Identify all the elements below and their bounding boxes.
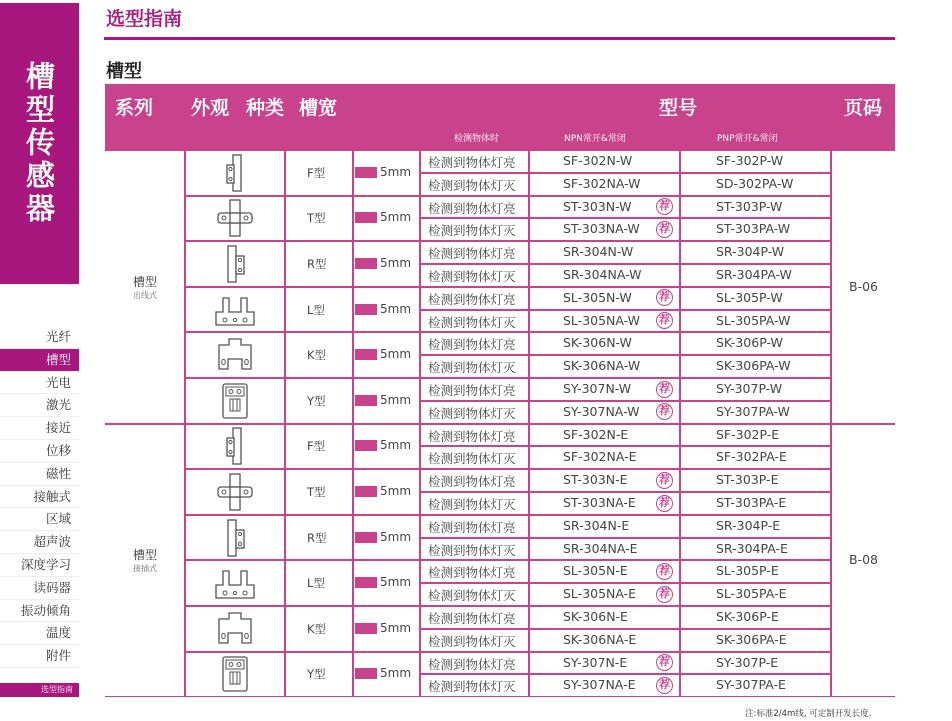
detect-mode: 检测到物体灯灭 (428, 679, 516, 695)
sidebar-item[interactable]: 读码器 (0, 577, 79, 600)
detect-mode: 检测到物体灯灭 (428, 269, 516, 284)
header-width: 槽宽 (299, 97, 338, 119)
type-label: F型 (307, 439, 326, 454)
detect-mode: 检测到物体灯灭 (428, 497, 516, 512)
look-cell (185, 606, 285, 652)
recommended-icon: 荐 (656, 221, 673, 238)
pnp-model: SR-304PA-W (716, 267, 792, 282)
detect-mode: 检测到物体灯灭 (428, 314, 516, 330)
type-label: T型 (307, 485, 326, 499)
recommended-icon: 荐 (656, 563, 673, 580)
recommended-icon: 荐 (656, 677, 673, 694)
sidebar-item[interactable]: 接触式 (0, 486, 79, 509)
npn-model: SY-307NA-E (563, 677, 636, 693)
sidebar-item[interactable]: 光电 (0, 372, 79, 395)
type-label: R型 (307, 257, 327, 271)
detect-mode: 检测到物体灯灭 (428, 177, 516, 193)
detect-mode: 检测到物体灯亮 (428, 474, 516, 490)
l-type-sensor-icon (186, 288, 284, 332)
look-cell (185, 424, 285, 470)
pnp-model: ST-303P-W (716, 198, 783, 214)
t-type-sensor-icon (186, 470, 284, 514)
npn-model: ST-303N-W (563, 198, 632, 214)
section-title: 槽型 (106, 61, 142, 82)
width-swatch (355, 212, 377, 223)
npn-model: ST-303NA-W (563, 221, 640, 237)
type-label: L型 (307, 576, 325, 591)
type-label: Y型 (307, 667, 326, 682)
sidebar-item[interactable]: 磁性 (0, 463, 79, 486)
width-swatch (355, 440, 377, 451)
detect-mode: 检测到物体灯灭 (428, 588, 516, 604)
look-cell (185, 515, 285, 561)
pnp-model: SY-307P-W (716, 381, 783, 396)
npn-model: SL-305NA-E (563, 586, 637, 602)
width-swatch (355, 623, 377, 634)
header-type: 种类 (246, 97, 285, 119)
pnp-model: SL-305PA-W (716, 312, 791, 328)
pnp-model: SK-306PA-W (716, 358, 791, 374)
f-type-sensor-icon (186, 151, 284, 195)
npn-model: ST-303NA-E (563, 495, 636, 510)
pnp-model: SL-305P-W (716, 289, 783, 305)
sidebar-item[interactable]: 区域 (0, 508, 79, 531)
l-type-sensor-icon (186, 561, 284, 605)
pnp-model: SR-304P-W (716, 244, 785, 260)
recommended-icon: 荐 (656, 495, 673, 512)
detect-mode: 检测到物体灯亮 (428, 611, 516, 626)
width-label: 5mm (380, 164, 412, 179)
width-label: 5mm (380, 666, 412, 681)
sidebar-footer[interactable]: 选型指南 (0, 683, 79, 697)
subheader-pnp: PNP常开&常闭 (717, 134, 778, 144)
width-swatch (355, 668, 377, 679)
t-type-sensor-icon (186, 197, 284, 241)
detect-mode: 检测到物体灯灭 (428, 405, 516, 421)
pnp-model: ST-303P-E (716, 472, 779, 488)
pnp-model: ST-303PA-E (716, 495, 787, 510)
sidebar-item[interactable]: 光纤 (0, 326, 79, 349)
width-label: 5mm (380, 210, 412, 225)
page-number: B-06 (849, 278, 878, 294)
pnp-model: SL-305PA-E (716, 586, 787, 602)
pnp-model: SY-307P-E (716, 654, 779, 670)
width-label: 5mm (380, 575, 412, 590)
detect-mode: 检测到物体灯亮 (428, 565, 516, 581)
pnp-model: SR-304PA-E (716, 540, 788, 556)
sidebar-item[interactable]: 位移 (0, 440, 79, 463)
pnp-model: SF-302PA-E (716, 449, 787, 465)
header-model: 型号 (659, 97, 698, 119)
table-subheader (105, 124, 895, 150)
look-cell (185, 378, 285, 424)
detect-mode: 检测到物体灯灭 (428, 360, 516, 376)
recommended-icon: 荐 (656, 403, 673, 420)
detect-mode: 检测到物体灯灭 (428, 633, 516, 649)
y-type-sensor-icon (186, 379, 284, 423)
npn-model: ST-303N-E (563, 472, 628, 488)
npn-model: SY-307N-W (563, 381, 632, 396)
look-cell (185, 241, 285, 287)
k-type-sensor-icon (186, 607, 284, 651)
subheader-detect: 检测物体时 (454, 134, 500, 144)
width-swatch (355, 167, 377, 178)
npn-model: SR-304N-W (563, 244, 634, 260)
detect-mode: 检测到物体灯灭 (428, 451, 516, 467)
pnp-model: SK-306PA-E (716, 631, 787, 647)
width-label: 5mm (380, 484, 412, 498)
look-cell (185, 469, 285, 515)
sidebar-banner (0, 3, 79, 284)
recommended-icon: 荐 (656, 289, 673, 306)
look-cell (185, 560, 285, 606)
r-type-sensor-icon (186, 242, 284, 286)
width-label: 5mm (380, 438, 412, 453)
selection-table (105, 150, 895, 697)
look-cell (185, 196, 285, 242)
type-label: F型 (307, 165, 326, 180)
type-label: R型 (307, 530, 327, 545)
recommended-icon: 荐 (656, 312, 673, 329)
header-series: 系列 (115, 97, 154, 119)
pnp-model: SD-302PA-W (716, 175, 794, 191)
pnp-model: SF-302P-W (716, 153, 784, 168)
detect-mode: 检测到物体灯亮 (428, 155, 516, 170)
series-name: 槽型 (132, 274, 157, 289)
recommended-icon: 荐 (656, 472, 673, 489)
sidebar-item[interactable]: 槽型 (0, 349, 79, 372)
npn-model: SR-304NA-E (563, 540, 638, 556)
type-label: K型 (307, 621, 327, 636)
sidebar-item[interactable]: 超声波 (0, 531, 79, 554)
header-divider (104, 37, 895, 40)
npn-model: SL-305N-W (563, 289, 632, 305)
npn-model: SK-306N-W (563, 335, 632, 351)
sidebar-item[interactable]: 深度学习 (0, 554, 79, 577)
npn-model: SL-305N-E (563, 563, 628, 579)
k-type-sensor-icon (186, 333, 284, 377)
pnp-model: ST-303PA-W (716, 221, 791, 237)
width-label: 5mm (380, 256, 412, 270)
width-swatch (355, 532, 377, 543)
pnp-model: SL-305P-E (716, 563, 779, 579)
type-label: Y型 (307, 393, 326, 408)
detect-mode: 检测到物体灯亮 (428, 656, 516, 672)
width-swatch (355, 304, 377, 315)
recommended-icon: 荐 (656, 381, 673, 398)
npn-model: SK-306N-E (563, 609, 628, 624)
sidebar-nav (0, 326, 79, 668)
width-swatch (355, 395, 377, 406)
npn-model: SF-302N-E (563, 426, 629, 442)
npn-model: SK-306NA-E (563, 631, 637, 647)
page-number: B-08 (849, 552, 878, 568)
detect-mode: 检测到物体灯灭 (428, 223, 516, 239)
series-subname: 接插式 (133, 564, 157, 574)
width-swatch (355, 486, 377, 497)
width-label: 5mm (380, 529, 412, 544)
header-page: 页码 (844, 97, 883, 119)
look-cell (185, 652, 285, 698)
pnp-model: SY-307PA-W (716, 403, 790, 419)
detect-mode: 检测到物体灯亮 (428, 246, 516, 262)
page-title: 选型指南 (106, 8, 183, 30)
width-label: 5mm (380, 620, 412, 635)
detect-mode: 检测到物体灯亮 (428, 519, 516, 535)
footnote: 注:标准2/4m线, 可定制开发长度. (745, 709, 872, 719)
npn-model: SR-304N-E (563, 517, 630, 533)
f-type-sensor-icon (186, 425, 284, 469)
pnp-model: SY-307PA-E (716, 677, 786, 693)
detect-mode: 检测到物体灯亮 (428, 428, 516, 444)
look-cell (185, 150, 285, 196)
recommended-icon: 荐 (656, 198, 673, 215)
recommended-icon: 荐 (656, 654, 673, 671)
y-type-sensor-icon (186, 653, 284, 697)
series-name: 槽型 (132, 548, 157, 563)
pnp-model: SF-302P-E (716, 426, 780, 442)
recommended-icon: 荐 (656, 586, 673, 603)
pnp-model: SK-306P-W (716, 335, 783, 351)
sidebar-banner-title: 槽型传感器 (22, 61, 56, 226)
npn-model: SR-304NA-W (563, 267, 642, 282)
pnp-model: SK-306P-E (716, 609, 779, 624)
width-swatch (355, 349, 377, 360)
sidebar-item[interactable]: 温度 (0, 622, 79, 645)
width-swatch (355, 577, 377, 588)
type-label: K型 (307, 348, 327, 363)
width-label: 5mm (380, 301, 412, 316)
look-cell (185, 332, 285, 378)
npn-model: SF-302N-W (563, 153, 633, 168)
npn-model: SF-302NA-W (563, 175, 641, 191)
r-type-sensor-icon (186, 516, 284, 560)
subheader-npn: NPN常开&常闭 (564, 134, 626, 144)
npn-model: SY-307N-E (563, 654, 628, 670)
series-subname: 出线式 (133, 290, 157, 300)
sidebar-item[interactable]: 附件 (0, 645, 79, 668)
npn-model: SL-305NA-W (563, 312, 641, 328)
sidebar-item[interactable]: 振动倾角 (0, 600, 79, 623)
header-look: 外观 (191, 97, 230, 119)
width-label: 5mm (380, 392, 412, 407)
sidebar-item[interactable]: 激光 (0, 394, 79, 417)
detect-mode: 检测到物体灯亮 (428, 200, 516, 216)
sidebar-item[interactable]: 接近 (0, 417, 79, 440)
pnp-model: SR-304P-E (716, 517, 781, 533)
detect-mode: 检测到物体灯亮 (428, 337, 516, 353)
detect-mode: 检测到物体灯灭 (428, 542, 516, 558)
detect-mode: 检测到物体灯亮 (428, 383, 516, 398)
table-header (105, 84, 895, 124)
type-label: T型 (307, 211, 326, 226)
npn-model: SK-306NA-W (563, 358, 641, 374)
type-label: L型 (307, 302, 325, 317)
width-swatch (355, 258, 377, 269)
width-label: 5mm (380, 347, 412, 362)
npn-model: SY-307NA-W (563, 403, 640, 419)
detect-mode: 检测到物体灯亮 (428, 291, 516, 307)
npn-model: SF-302NA-E (563, 449, 637, 465)
look-cell (185, 287, 285, 333)
